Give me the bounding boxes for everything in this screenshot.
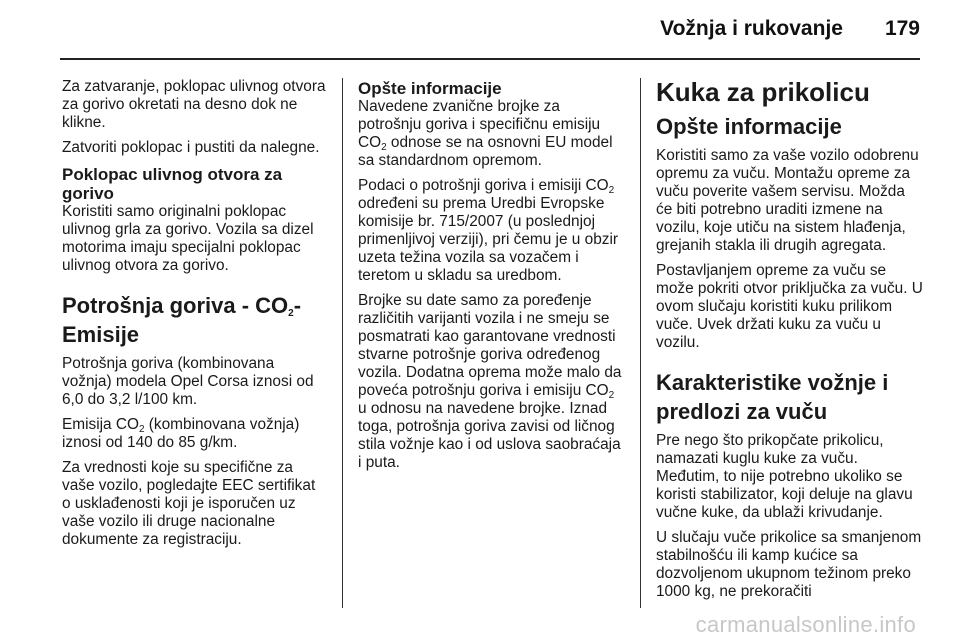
paragraph: Za vrednosti koje su specifične za vaše vozilo, pogledajte EEC sertifikat o usklađenosti koji je isporučen uz vaše vozilo ili druge nacionalne dokumente za registraciju.	[62, 459, 316, 548]
heading-fuel-consumption: Potrošnja goriva - $CO_2$-Emisije	[62, 293, 302, 347]
heading-general-info: Opšte informacije	[358, 79, 502, 98]
heading-fuel-cap: Poklopac ulivnog otvora za gorivo	[62, 165, 283, 203]
heading-general-info: Opšte informacije	[656, 114, 842, 139]
paragraph: Postavljanjem opreme za vuču se može pokriti otvor priključka za vuču. U ovom slučaju koristiti kuku prilikom vuče. Uvek držati kuku za vuču u vozilu.	[656, 262, 923, 351]
page-number: 179	[884, 17, 920, 40]
paragraph: Za zatvaranje, poklopac ulivnog otvora za gorivo okretati na desno dok ne klikne.	[62, 78, 326, 131]
paragraph: Brojke su date samo za poređenje različitih varijanti vozila i ne smeju se posmatrati kao garantovane vrednosti stvarne potrošnje goriva određenog vozila. Dodatna oprema može malo da poveća potrošnju goriva i emisiju $CO_2$ u odnosu na navedene brojke. Iznad toga, potrošnja goriva zavisi od ličnog stila vožnje kao i od uslova saobraćaja i puta.	[358, 292, 622, 471]
paragraph: Emisija $CO_2$ (kombinovana vožnja) iznosi od 140 do 85 g/km.	[62, 416, 300, 451]
paragraph: U slučaju vuče prikolice sa smanjenom stabilnošću ili kamp kućice sa dozvoljenom ukupnom težinom preko 1000 kg, ne prekoračiti	[656, 529, 922, 600]
column-1	[62, 78, 327, 556]
section-title: Vožnja i rukovanje	[660, 17, 843, 40]
heading-towbar: Kuka za prikolicu	[656, 77, 870, 107]
page-header	[660, 17, 920, 41]
paragraph: Potrošnja goriva (kombinovana vožnja) modela Opel Corsa iznosi od 6,0 do 3,2 l/100 km.	[62, 355, 314, 408]
paragraph: Koristiti samo za vaše vozilo odobrenu opremu za vuču. Montažu opreme za vuču poverite vašem servisu. Možda će biti potrebno uraditi izmene na vozilu, koje utiču na sistem hlađenja, grejanih stakla ili drugih agregata.	[656, 147, 919, 254]
paragraph: Pre nego što prikopčate prikolicu, namazati kuglu kuke za vuču. Međutim, to nije potrebno ukoliko se koristi stabilizator, koji deluje na glavu vučne kuke, da ublaži krivudanje.	[656, 432, 913, 521]
column-3	[656, 78, 924, 608]
heading-driving-characteristics: Karakteristike vožnje i predlozi za vuču	[656, 370, 889, 424]
paragraph: Podaci o potrošnji goriva i emisiji $CO_2$ određeni su prema Uredbi Evropske komisije br. 715/2007 (u poslednjoj primenljivoj verziji), pri čemu je u obzir uzeta težina vozila sa vozačem i teretom u skladu sa uredbom.	[358, 177, 619, 284]
column-divider	[342, 78, 343, 608]
column-divider	[640, 78, 641, 608]
watermark: carmanualsonline.info	[695, 612, 916, 637]
column-2	[358, 79, 625, 479]
paragraph: Navedene zvanične brojke za potrošnju goriva i specifičnu emisiju $CO_2$ odnose se na osnovni EU model sa standardnom opremom.	[358, 98, 613, 169]
header-rule	[60, 58, 920, 60]
paragraph: Zatvoriti poklopac i pustiti da nalegne.	[62, 139, 320, 156]
paragraph: Koristiti samo originalni poklopac ulivnog grla za gorivo. Vozila sa dizel motorima imaju specijalni poklopac ulivnog otvora za gorivo.	[62, 203, 314, 274]
